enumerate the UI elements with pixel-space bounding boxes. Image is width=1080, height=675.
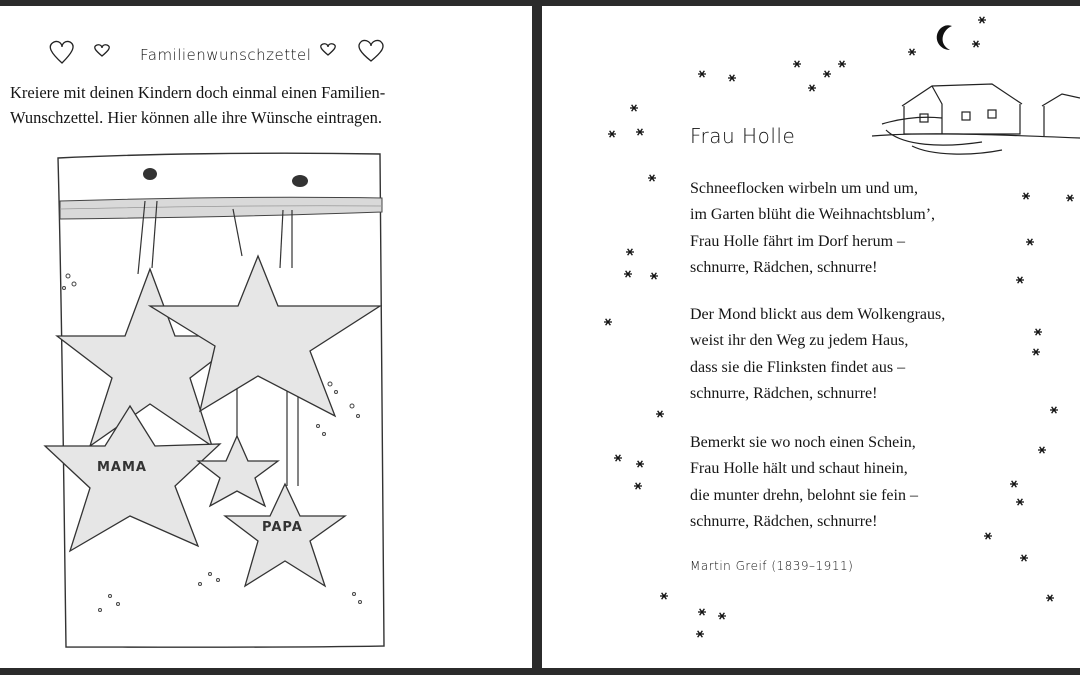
intro-line: Kreiere mit deinen Kindern doch einmal einen Familien- bbox=[10, 83, 386, 102]
snowflake-icon bbox=[1050, 407, 1058, 413]
snowflake-icon bbox=[1038, 447, 1046, 453]
snowflake-icon bbox=[624, 271, 632, 277]
poem-line: weist ihr den Weg zu jedem Haus, bbox=[690, 332, 909, 350]
poem-line: im Garten blüht die Weihnachtsblum’, bbox=[690, 206, 936, 224]
snowflake-icon bbox=[636, 129, 644, 135]
snowflake-icon bbox=[838, 61, 846, 67]
snowflake-icon bbox=[808, 85, 816, 91]
snowflake-icon bbox=[1016, 499, 1024, 505]
snowflake-icon bbox=[660, 593, 668, 599]
snowflake-icon bbox=[698, 609, 706, 615]
snowflake-icon bbox=[614, 455, 622, 461]
heart-icon bbox=[321, 44, 336, 55]
snowflake-icon bbox=[698, 71, 706, 77]
moon-icon bbox=[937, 25, 952, 50]
intro-text bbox=[10, 80, 530, 130]
snowflake-icon bbox=[718, 613, 726, 619]
heart-icon bbox=[359, 40, 383, 61]
poem-line: Frau Holle hält und schaut hinein, bbox=[690, 460, 908, 478]
snowflake-icon bbox=[696, 631, 704, 637]
right-page bbox=[542, 6, 1080, 668]
snowflake-icon bbox=[1022, 193, 1030, 199]
poem-line: dass sie die Flinksten findet aus – bbox=[690, 358, 906, 376]
heart-icon bbox=[50, 41, 73, 63]
poem-stanza bbox=[690, 430, 918, 535]
snowflake-icon bbox=[636, 461, 644, 467]
poem-title: Frau Holle bbox=[690, 124, 796, 148]
star-label-mama: MAMA bbox=[97, 460, 147, 475]
poem-author: Martin Greif (1839–1911) bbox=[690, 559, 854, 573]
intro-line: Wunschzettel. Hier können alle ihre Wünsche eintragen. bbox=[10, 108, 382, 127]
snowflake-icon bbox=[984, 533, 992, 539]
poem-line: schnurre, Rädchen, schnurre! bbox=[690, 512, 878, 530]
snowflake-icon bbox=[972, 41, 980, 47]
snowflake-icon bbox=[626, 249, 634, 255]
poem-line: Frau Holle fährt im Dorf herum – bbox=[690, 232, 906, 250]
sheet-hole bbox=[292, 175, 308, 187]
poem-stanza bbox=[690, 176, 935, 281]
poem-line: Schneeflocken wirbeln um und um, bbox=[690, 180, 918, 197]
poem-line: Bemerkt sie wo noch einen Schein, bbox=[690, 434, 916, 451]
snowflake-icon bbox=[823, 71, 831, 77]
snowflake-icon bbox=[648, 175, 656, 181]
snowflake-icon bbox=[1020, 555, 1028, 561]
sheet-hole bbox=[143, 168, 157, 180]
poem-line: die munter drehn, belohnt sie fein – bbox=[690, 486, 918, 504]
snowflake-icon bbox=[604, 319, 612, 325]
left-page bbox=[0, 6, 532, 668]
snowflake-icon bbox=[1010, 481, 1018, 487]
snowflake-icon bbox=[978, 17, 986, 23]
snowflake-icon bbox=[608, 131, 616, 137]
heart-icon bbox=[95, 45, 110, 56]
snowflake-icon bbox=[650, 273, 658, 279]
poem-line: schnurre, Rädchen, schnurre! bbox=[690, 258, 878, 276]
snowflake-icon bbox=[1016, 277, 1024, 283]
wishlist-heading: Familienwunschzettel bbox=[140, 46, 312, 64]
poem-line: schnurre, Rädchen, schnurre! bbox=[690, 384, 878, 402]
house-sketch bbox=[872, 84, 1080, 154]
poem-stanza bbox=[690, 302, 945, 407]
snowflake-icon bbox=[793, 61, 801, 67]
snowflake-icon bbox=[630, 105, 638, 111]
snowflake-icon bbox=[1026, 239, 1034, 245]
snowflake-icon bbox=[1034, 329, 1042, 335]
snowflake-icon bbox=[1046, 595, 1054, 601]
star-shape bbox=[225, 484, 345, 586]
snowflake-icon bbox=[656, 411, 664, 417]
snowflake-icon bbox=[1066, 195, 1074, 201]
snowflake-icon bbox=[634, 483, 642, 489]
poem-line: Der Mond blickt aus dem Wolkengraus, bbox=[690, 306, 946, 323]
snowflake-icon bbox=[728, 75, 736, 81]
star-label-papa: PAPA bbox=[262, 520, 303, 535]
snowflake-icon bbox=[908, 49, 916, 55]
snowflake-icon bbox=[1032, 349, 1040, 355]
